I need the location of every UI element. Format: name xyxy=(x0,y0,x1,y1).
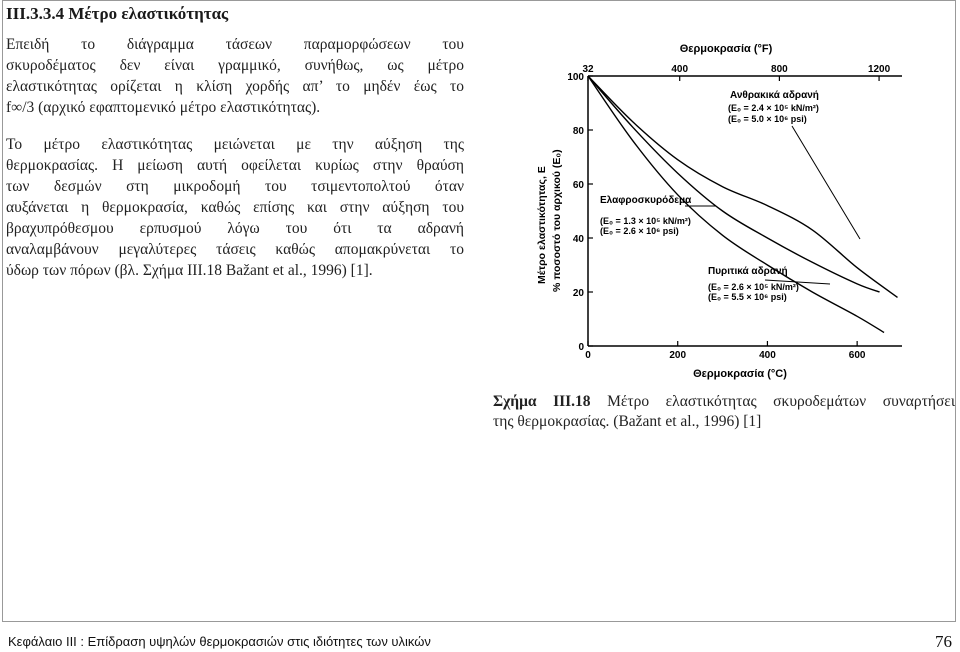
figure-caption xyxy=(493,392,955,432)
caption-line1-text: Μέτρο ελαστικότητας σκυροδεμάτων συναρτήσει xyxy=(590,393,955,410)
footer-chapter: Κεφάλαιο ΙΙΙ : Επίδραση υψηλών θερμοκρασιών στις ιδιότητες των υλικών xyxy=(8,634,431,649)
y-tick-label: 20 xyxy=(572,288,584,299)
y-tick-label: 60 xyxy=(572,180,584,191)
label-pyritika-eq1: (E₀ = 2.6 × 10⁵ kN/m²) xyxy=(708,282,799,292)
label-anthrakika-eq2: (E₀ = 5.0 × 10⁶ psi) xyxy=(728,114,807,124)
y-tick-labels xyxy=(567,72,593,353)
text-line: Επειδή το διάγραμμα τάσεων παραμορφώσεων του xyxy=(6,36,464,53)
text-line: αναλαμβάνουν μεγαλύτερες τάσεις καθώς απομακρύνεται το xyxy=(6,241,464,258)
y-axis-title-line1: Μέτρο ελαστικότητας, Ε xyxy=(536,166,548,284)
text-line: των δεσμών στη μικροδομή του τσιμεντοπολτού όταν xyxy=(6,178,464,195)
y-tick-label: 0 xyxy=(578,342,584,353)
top-tick-label: 1200 xyxy=(867,64,891,75)
y-tick-label: 80 xyxy=(572,126,584,137)
page-number: 76 xyxy=(935,632,952,651)
label-pyritika-eq2: (E₀ = 5.5 × 10⁶ psi) xyxy=(708,292,787,302)
caption-label: Σχήμα ΙΙΙ.18 xyxy=(493,393,591,410)
text-line: ελαστικότητας ορίζεται η κλίση χορδής απ’ το μηδέν έως το xyxy=(6,78,464,95)
leader-line-anthrakika xyxy=(792,126,860,239)
top-tick-labels xyxy=(582,64,890,81)
bottom-tick-label: 200 xyxy=(669,350,687,361)
text-line: θερμοκρασίας. Η μείωση αυτή οφείλεται κυρίως στην θραύση xyxy=(6,157,464,174)
y-tick-label: 40 xyxy=(572,234,584,245)
text-line: αυξάνεται η θερμοκρασία, καθώς επίσης και στην αύξηση του xyxy=(6,199,464,216)
text-line: βραχυπρόθεσμου ερπυσμού λόγω του ότι τα αδρανή xyxy=(6,220,464,237)
label-anthrakika: Ανθρακικά αδρανή xyxy=(730,90,819,101)
top-axis-title: Θερμοκρασία (°F) xyxy=(679,43,773,55)
figure-elastic-modulus-chart xyxy=(530,34,940,384)
label-elafro: Ελαφροσκυρόδεμα xyxy=(600,195,692,206)
label-elafro-eq2: (E₀ = 2.6 × 10⁶ psi) xyxy=(600,226,679,236)
text-line: f∞/3 (αρχικό εφαπτομενικό μέτρο ελαστικότητας). xyxy=(6,99,321,116)
bottom-tick-label: 0 xyxy=(585,350,591,361)
top-tick-label: 800 xyxy=(771,64,788,75)
bottom-axis-title: Θερμοκρασία (°C) xyxy=(693,368,787,380)
paragraph-temperature-effect xyxy=(6,134,464,281)
label-elafro-eq1: (E₀ = 1.3 × 10⁵ kN/m²) xyxy=(600,216,691,226)
y-tick-label: 100 xyxy=(567,72,584,83)
top-tick-label: 400 xyxy=(671,64,689,75)
top-tick-label: 32 xyxy=(582,64,594,75)
bottom-tick-label: 400 xyxy=(759,350,776,361)
label-pyritika: Πυριτικά αδρανή xyxy=(708,266,788,277)
caption-line1 xyxy=(493,392,955,412)
bottom-tick-label: 600 xyxy=(848,350,866,361)
y-axis-title-line2: % ποσοστό του αρχικού (E₀) xyxy=(551,149,563,292)
text-line: Το μέτρο ελαστικότητας μειώνεται με την αύξηση της xyxy=(6,136,464,153)
caption-line2: της θερμοκρασίας. (Bažant et al., 1996) [1] xyxy=(493,413,762,430)
paragraph-definition xyxy=(6,34,464,118)
section-title: ΙΙΙ.3.3.4 Μέτρο ελαστικότητας xyxy=(6,4,229,23)
text-line: ύδωρ των πόρων (βλ. Σχήμα ΙΙΙ.18 Bažant et al., 1996) [1]. xyxy=(6,262,373,279)
label-anthrakika-eq1: (E₀ = 2.4 × 10⁵ kN/m²) xyxy=(728,103,819,113)
text-line: σκυροδέματος δεν είναι γραμμικό, συνήθως, ως μέτρο xyxy=(6,57,464,74)
bottom-tick-labels xyxy=(585,341,866,361)
